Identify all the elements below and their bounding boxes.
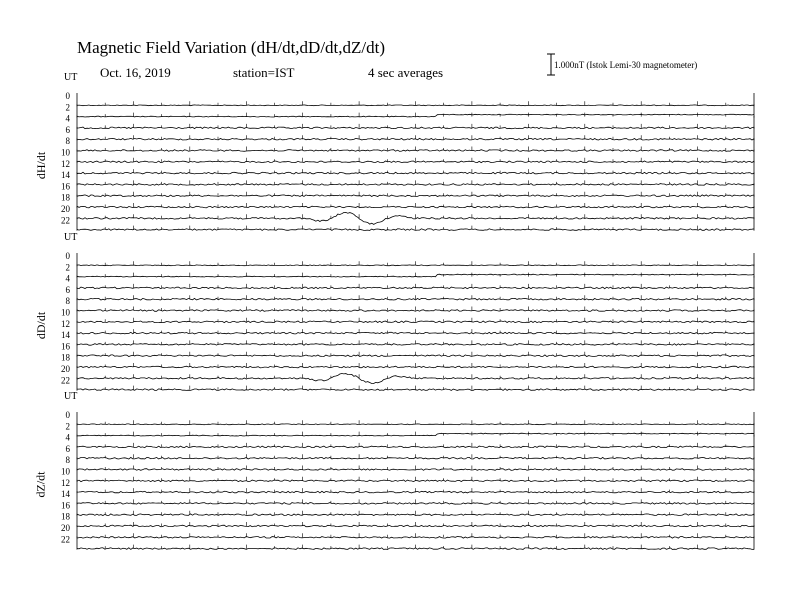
row-label: 6 <box>65 443 70 454</box>
ut-axis-label: UT <box>64 391 78 402</box>
row-label: 12 <box>61 158 70 169</box>
panel-ylabel: dH/dt <box>34 151 49 179</box>
row-label: 22 <box>61 375 70 386</box>
row-label: 2 <box>65 102 70 113</box>
row-label: 6 <box>65 124 70 135</box>
date-label: Oct. 16, 2019 <box>100 65 171 80</box>
panel-ylabel: dZ/dt <box>33 471 48 498</box>
row-label: 2 <box>65 421 70 432</box>
row-label: 14 <box>61 489 70 500</box>
scale-bar-label: 1.000nT (Istok Lemi-30 magnetometer) <box>554 60 698 70</box>
row-label: 2 <box>65 262 70 273</box>
station-label: station=IST <box>233 65 295 80</box>
row-label: 12 <box>61 318 70 329</box>
panel-dH-dt <box>61 72 754 231</box>
panel-dZ-dt <box>61 391 754 550</box>
row-label: 14 <box>61 330 70 341</box>
row-label: 8 <box>65 296 70 307</box>
row-label: 4 <box>65 113 70 124</box>
row-label: 6 <box>65 284 70 295</box>
row-label: 16 <box>61 341 70 352</box>
row-label: 22 <box>61 534 70 545</box>
row-label: 20 <box>61 364 70 374</box>
ut-axis-label: UT <box>64 232 78 243</box>
row-label: 0 <box>65 91 70 101</box>
trace-line <box>77 212 754 224</box>
row-label: 16 <box>61 181 70 192</box>
figure-title: Magnetic Field Variation (dH/dt,dD/dt,dZ/dt) <box>77 38 386 57</box>
row-label: 18 <box>61 511 70 522</box>
row-label: 10 <box>61 147 70 158</box>
ut-axis-label: UT <box>64 72 78 83</box>
row-label: 10 <box>61 466 70 477</box>
row-label: 4 <box>65 432 70 443</box>
panel-dD-dt <box>61 232 754 391</box>
row-label: 10 <box>61 307 70 318</box>
row-label: 20 <box>61 523 70 533</box>
row-label: 14 <box>61 170 70 181</box>
row-label: 22 <box>61 215 70 226</box>
row-label: 16 <box>61 500 70 511</box>
row-label: 0 <box>65 410 70 420</box>
row-label: 18 <box>61 352 70 363</box>
panel-ylabel: dD/dt <box>34 311 49 339</box>
row-label: 20 <box>61 204 70 214</box>
row-label: 18 <box>61 192 70 203</box>
row-label: 12 <box>61 477 70 488</box>
row-label: 8 <box>65 455 70 466</box>
row-label: 0 <box>65 251 70 261</box>
averaging-label: 4 sec averages <box>368 65 444 80</box>
row-label: 4 <box>65 273 70 284</box>
row-label: 8 <box>65 136 70 147</box>
